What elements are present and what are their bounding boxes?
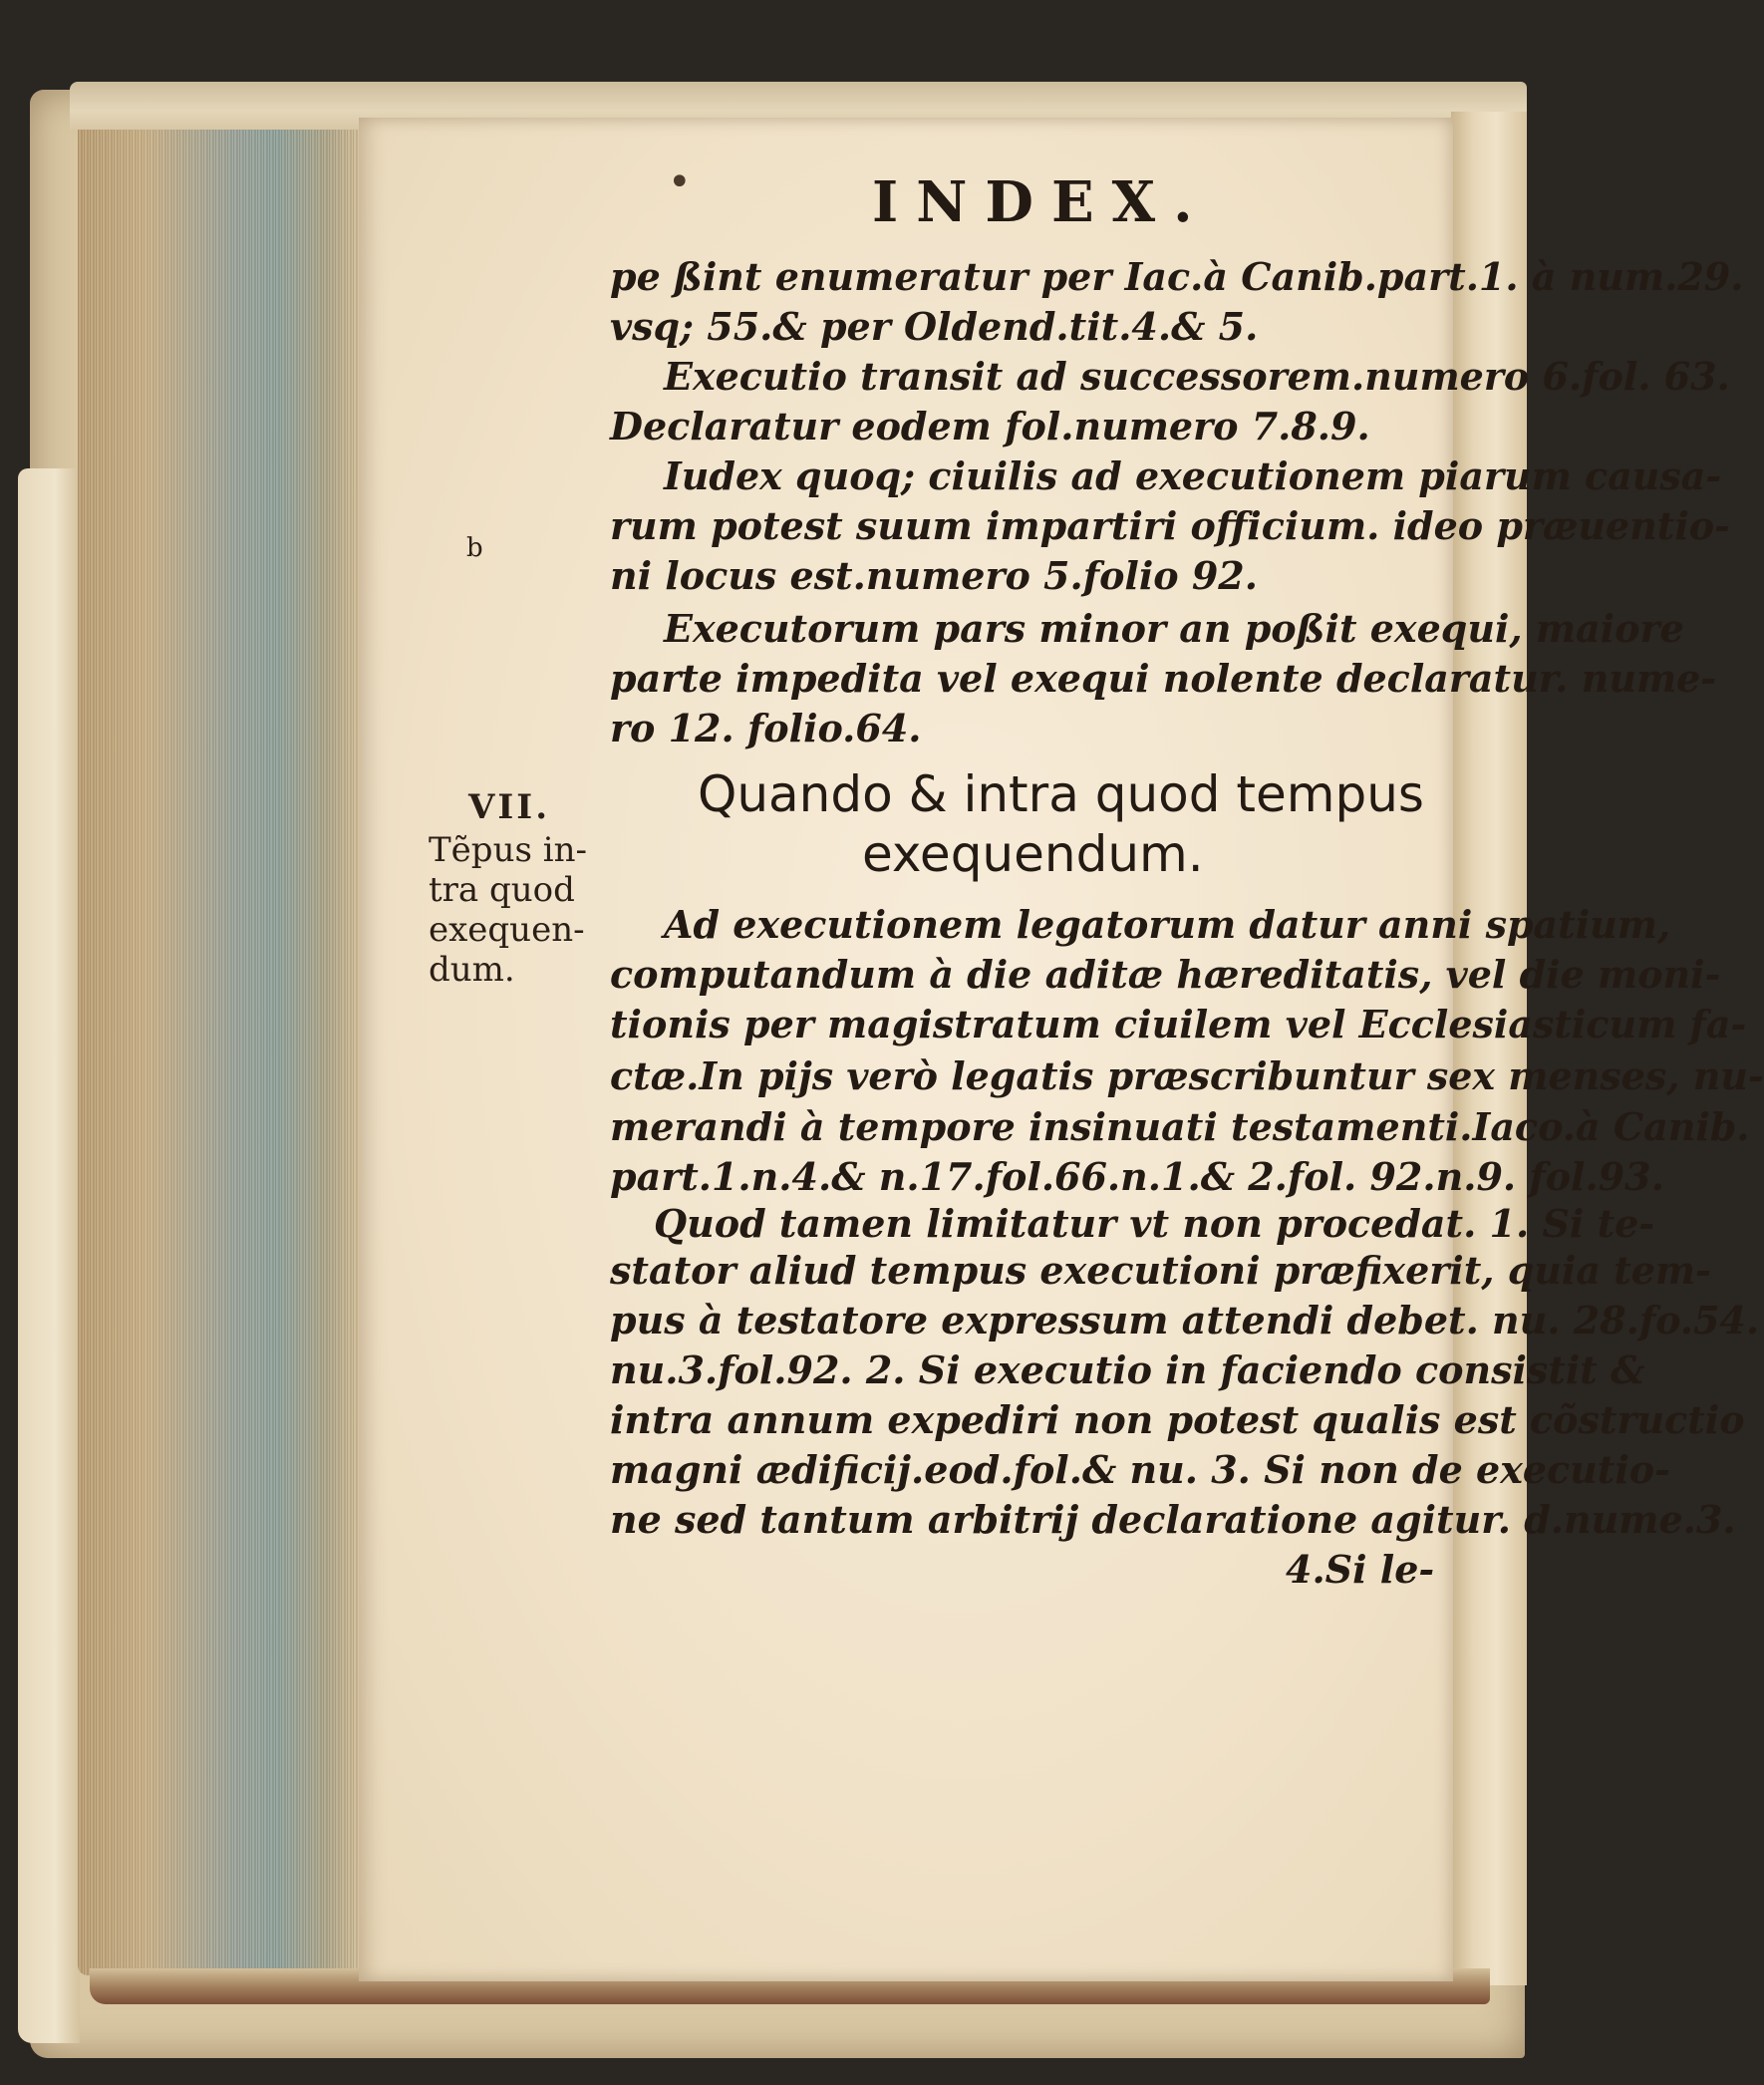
section-heading-line: exequendum. bbox=[862, 825, 1204, 883]
section-line: merandi à tempore insinuati testamenti.Iaco.à Canib. bbox=[610, 1104, 1750, 1149]
section-line: magni ædificij.eod.fol.& nu. 3. Si non de executio- bbox=[610, 1447, 1670, 1492]
entry-line: Executorum pars minor an poßit exequi, maiore bbox=[664, 606, 1684, 651]
section-heading-line: Quando & intra quod tempus bbox=[698, 765, 1424, 823]
entry-line: Executio transit ad successorem.numero 6.fol. 63. bbox=[664, 354, 1730, 399]
margin-mark: b bbox=[466, 533, 483, 563]
entry-line: pe ßint enumeratur per Iac.à Canib.part.1. à num.29. bbox=[610, 254, 1744, 299]
section-line: part.1.n.4.& n.17.fol.66.n.1.& 2.fol. 92.n.9. fol.93. bbox=[610, 1154, 1664, 1199]
section-line: Quod tamen limitatur vt non procedat. 1. Si te- bbox=[654, 1201, 1655, 1246]
catchword: 4.Si le- bbox=[1286, 1547, 1435, 1592]
section-line: Ad executionem legatorum datur anni spatium, bbox=[664, 902, 1671, 947]
section-line: stator aliud tempus executioni præfixerit, quia tem- bbox=[610, 1248, 1711, 1293]
section-line: nu.3.fol.92. 2. Si executio in faciendo consistit & bbox=[610, 1347, 1645, 1392]
margin-note-line: tra quod bbox=[429, 870, 575, 910]
section-line: intra annum expediri non potest qualis est cõstructio bbox=[610, 1397, 1745, 1442]
margin-note-line: exequen- bbox=[429, 910, 585, 950]
section-line: computandum à die aditæ hæreditatis, vel die moni- bbox=[610, 952, 1721, 997]
page-edges bbox=[78, 130, 362, 1975]
section-line: ne sed tantum arbitrij declaratione agitur. d.nume.3. bbox=[610, 1497, 1736, 1542]
entry-line: ro 12. folio.64. bbox=[610, 706, 922, 750]
entry-line: parte impedita vel exequi nolente declaratur. nume- bbox=[610, 656, 1717, 701]
book-left-flap bbox=[18, 468, 80, 2043]
section-line: ctæ.In pijs verò legatis præscribuntur sex menses, nu- bbox=[610, 1053, 1764, 1098]
page-header: INDEX. bbox=[872, 169, 1211, 235]
margin-note-line: dum. bbox=[429, 950, 515, 990]
ink-dot: • bbox=[668, 159, 692, 205]
entry-line: rum potest suum impartiri officium. ideo præuentio- bbox=[610, 503, 1730, 548]
margin-note-number: VII. bbox=[468, 787, 551, 827]
entry-line: Declaratur eodem fol.numero 7.8.9. bbox=[610, 404, 1370, 448]
section-line: pus à testatore expressum attendi debet. nu. 28.fo.54. bbox=[610, 1298, 1760, 1342]
entry-line: Iudex quoq; ciuilis ad executionem piarum causa- bbox=[664, 453, 1722, 498]
entry-line: ni locus est.numero 5.folio 92. bbox=[610, 553, 1258, 598]
section-line: tionis per magistratum ciuilem vel Ecclesiasticum fa- bbox=[610, 1002, 1747, 1046]
margin-note-line: Tẽpus in- bbox=[429, 830, 587, 870]
entry-line: vsq; 55.& per Oldend.tit.4.& 5. bbox=[610, 304, 1259, 349]
